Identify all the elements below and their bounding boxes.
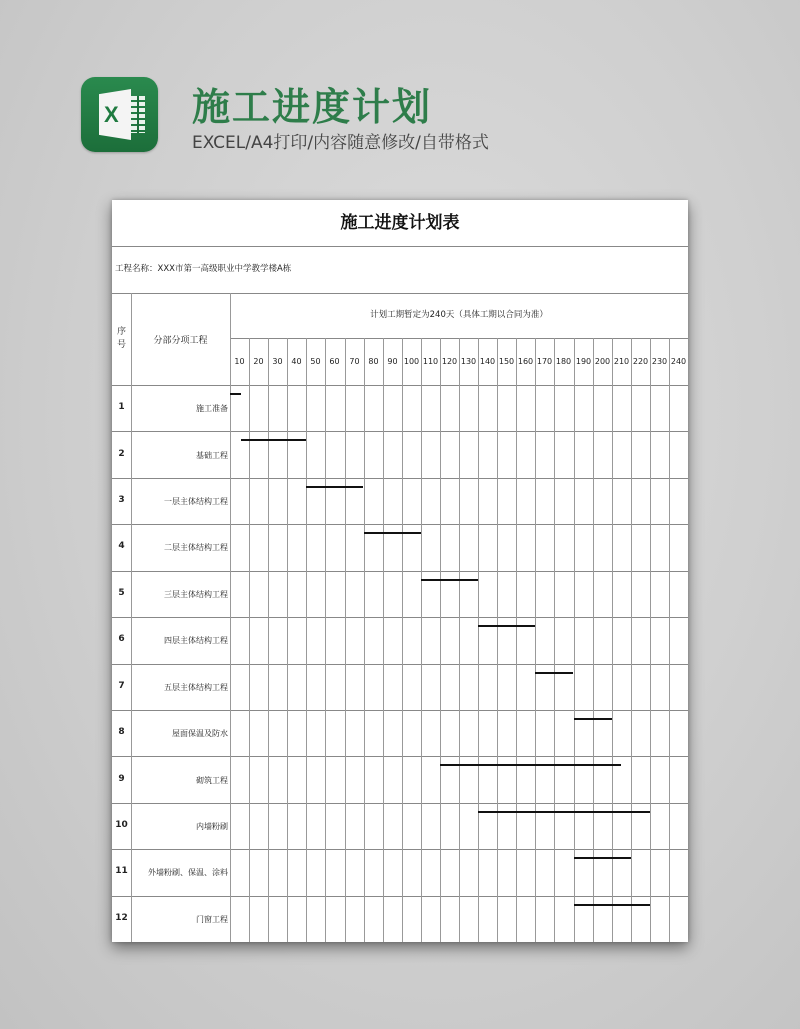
gantt-sheet <box>112 200 688 942</box>
divider-line <box>112 293 688 294</box>
divider-line <box>112 571 688 572</box>
tick-label: 40 <box>291 357 302 366</box>
tick-label: 170 <box>536 357 553 366</box>
header-plan: 计划工期暂定为240天（具体工期以合同为准） <box>370 310 548 320</box>
gantt-bar <box>306 486 363 488</box>
excel-icon <box>81 77 158 152</box>
divider-line <box>478 338 479 942</box>
divider-line <box>497 338 498 942</box>
divider-line <box>112 246 688 247</box>
divider-line <box>325 338 326 942</box>
divider-line <box>574 338 575 942</box>
divider-line <box>112 849 688 850</box>
excel-grid-shape <box>131 96 145 133</box>
banner-title: 施工进度计划 <box>192 85 433 129</box>
task-name: 三层主体结构工程 <box>164 590 228 599</box>
task-seq: 8 <box>118 727 125 737</box>
divider-line <box>650 338 651 942</box>
task-name: 基础工程 <box>196 451 228 460</box>
gantt-bar <box>421 579 478 581</box>
task-name: 外墙粉刷、保温、涂料 <box>148 868 228 877</box>
task-name: 施工准备 <box>196 404 228 413</box>
divider-line <box>402 338 403 942</box>
tick-label: 20 <box>253 357 264 366</box>
tick-label: 30 <box>272 357 283 366</box>
tick-label: 220 <box>632 357 649 366</box>
divider-line <box>612 338 613 942</box>
task-seq: 10 <box>115 820 128 830</box>
header-seq <box>112 293 131 385</box>
divider-line <box>383 338 384 942</box>
task-seq: 9 <box>118 774 125 784</box>
task-seq: 3 <box>118 495 125 505</box>
tick-label: 80 <box>368 357 379 366</box>
divider-line <box>112 756 688 757</box>
task-seq: 11 <box>115 866 128 876</box>
tick-label: 120 <box>441 357 458 366</box>
tick-label: 150 <box>498 357 515 366</box>
divider-line <box>112 803 688 804</box>
task-name: 四层主体结构工程 <box>164 636 228 645</box>
header-seq-line1: 序 <box>116 327 126 337</box>
header-seq-line2: 号 <box>116 340 126 350</box>
tick-label: 240 <box>670 357 687 366</box>
tick-label: 190 <box>575 357 592 366</box>
divider-line <box>287 338 288 942</box>
header-part: 分部分项工程 <box>153 335 208 346</box>
gantt-bar <box>478 811 650 813</box>
task-name: 内墙粉刷 <box>196 822 228 831</box>
divider-line <box>112 431 688 432</box>
gantt-bar <box>230 393 241 395</box>
tick-label: 130 <box>460 357 477 366</box>
task-seq: 5 <box>118 588 125 598</box>
divider-line <box>440 338 441 942</box>
gantt-bar <box>535 672 573 674</box>
divider-line <box>345 338 346 942</box>
divider-line <box>112 478 688 479</box>
divider-line <box>421 338 422 942</box>
tick-label: 180 <box>555 357 572 366</box>
task-seq: 12 <box>115 913 128 923</box>
divider-line <box>112 710 688 711</box>
divider-line <box>249 338 250 942</box>
divider-line <box>516 338 517 942</box>
tick-label: 10 <box>234 357 245 366</box>
gantt-bar <box>440 764 621 766</box>
task-name: 二层主体结构工程 <box>164 543 228 552</box>
task-name: 砌筑工程 <box>196 776 228 785</box>
divider-line <box>535 338 536 942</box>
task-seq: 4 <box>118 541 125 551</box>
divider-line <box>112 385 688 386</box>
gantt-bar <box>241 439 306 441</box>
tick-label: 100 <box>403 357 420 366</box>
task-seq: 2 <box>118 449 125 459</box>
divider-line <box>268 338 269 942</box>
gantt-bar <box>574 718 612 720</box>
tick-label: 60 <box>329 357 340 366</box>
tick-label: 70 <box>349 357 360 366</box>
divider-line <box>230 293 231 942</box>
sheet-title: 施工进度计划表 <box>340 213 460 233</box>
task-name: 屋面保温及防水 <box>172 729 228 738</box>
divider-line <box>131 293 132 942</box>
banner-subtitle: EXCEL/A4打印/内容随意修改/自带格式 <box>192 133 489 153</box>
task-name: 五层主体结构工程 <box>164 683 228 692</box>
task-name: 门窗工程 <box>196 915 228 924</box>
project-name: 工程名称：XXX市第一高级职业中学教学楼A栋 <box>115 264 292 274</box>
task-name: 一层主体结构工程 <box>164 497 228 506</box>
gantt-bar <box>478 625 535 627</box>
tick-label: 50 <box>310 357 321 366</box>
tick-label: 140 <box>479 357 496 366</box>
divider-line <box>112 664 688 665</box>
divider-line <box>631 338 632 942</box>
tick-label: 200 <box>594 357 611 366</box>
task-seq: 6 <box>118 634 125 644</box>
tick-label: 90 <box>387 357 398 366</box>
gantt-bar <box>574 904 650 906</box>
divider-line <box>364 338 365 942</box>
tick-label: 110 <box>422 357 439 366</box>
divider-line <box>593 338 594 942</box>
divider-line <box>459 338 460 942</box>
gantt-bar <box>364 532 421 534</box>
task-seq: 7 <box>118 681 125 691</box>
tick-label: 160 <box>517 357 534 366</box>
divider-line <box>669 338 670 942</box>
tick-label: 230 <box>651 357 668 366</box>
gantt-bar <box>574 857 631 859</box>
divider-line <box>112 524 688 525</box>
excel-letter: X <box>104 102 119 127</box>
task-seq: 1 <box>118 402 125 412</box>
divider-line <box>112 617 688 618</box>
divider-line <box>112 896 688 897</box>
tick-label: 210 <box>613 357 630 366</box>
divider-line <box>306 338 307 942</box>
divider-line <box>554 338 555 942</box>
